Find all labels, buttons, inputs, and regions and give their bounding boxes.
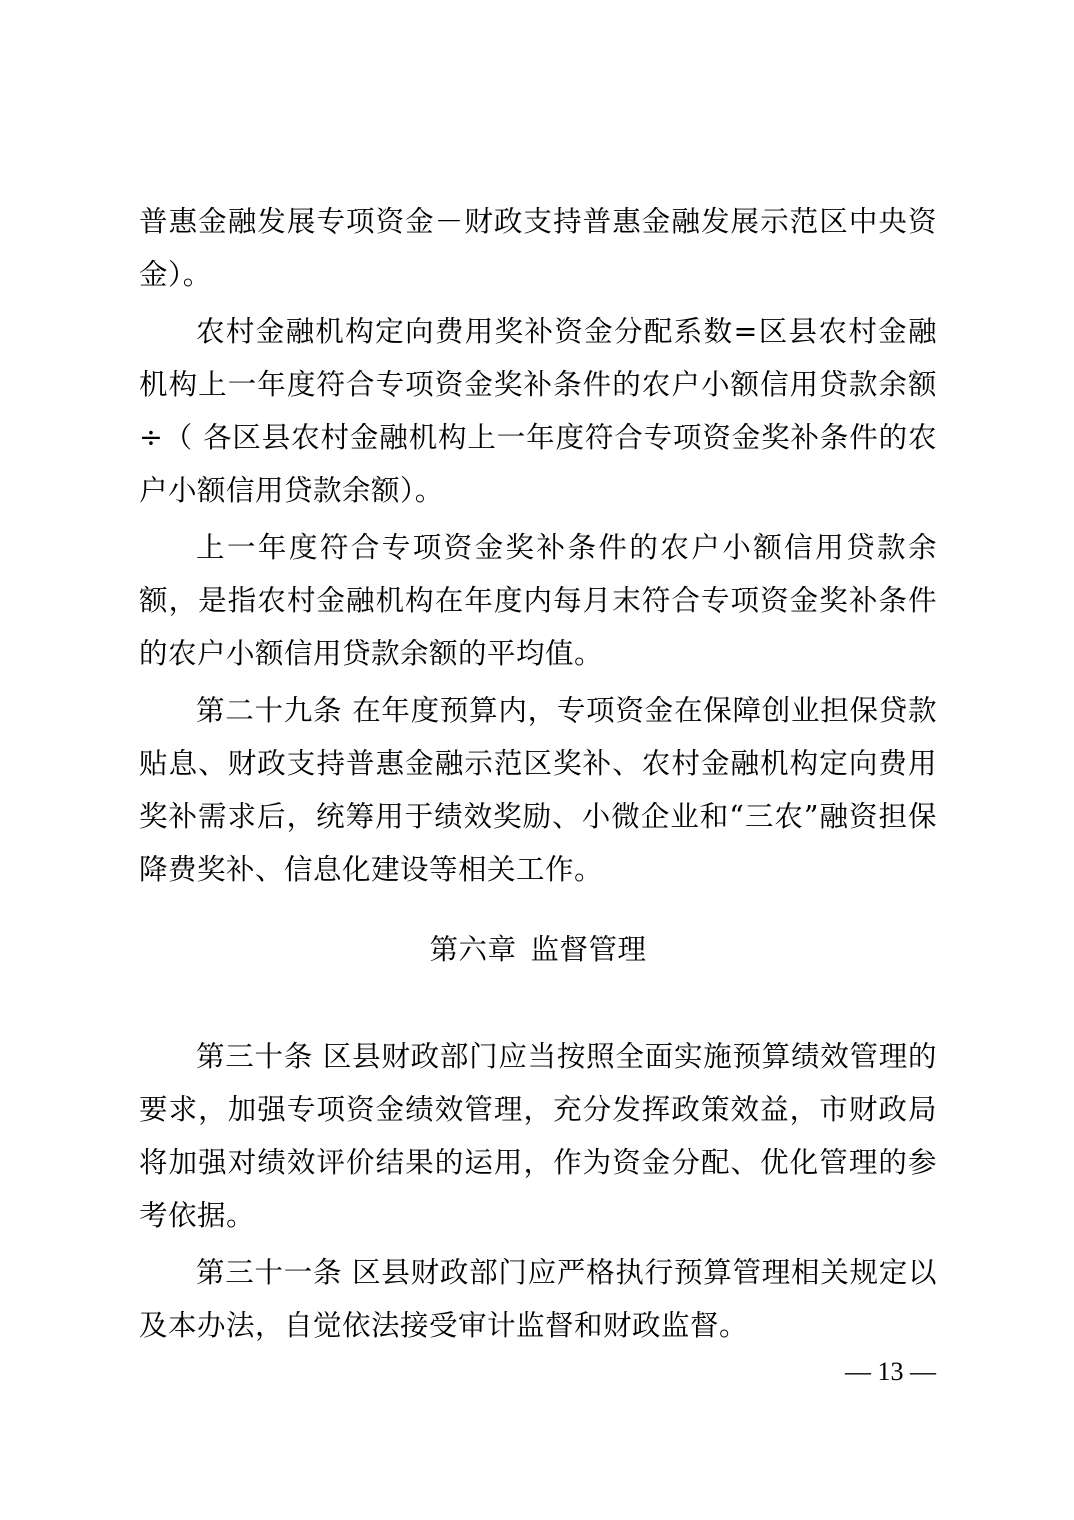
paragraph-article-30: 第三十条 区县财政部门应当按照全面实施预算绩效管理的要求，加强专项资金绩效管理，充分发挥政策效益，市财政局将加强对绩效评价结果的运用，作为资金分配、优化管理的参考依据。: [139, 1040, 937, 1232]
paragraph-loan-balance-definition: 上一年度符合专项资金奖补条件的农户小额信用贷款余额，是指农村金融机构在年度内每月末符合专项资金奖补条件的农户小额信用贷款余额的平均值。: [139, 531, 937, 670]
chapter-number: 第六章: [429, 933, 517, 966]
paragraph-article-31: 第三十一条 区县财政部门应严格执行预算管理相关规定以及本办法，自觉依法接受审计监督和财政监督。: [139, 1256, 937, 1342]
body-section-2: [139, 1030, 937, 1352]
body-section-1: [139, 195, 937, 896]
paragraph-allocation-coefficient: 农村金融机构定向费用奖补资金分配系数=区县农村金融机构上一年度符合专项资金奖补条件的农户小额信用贷款余额÷（ 各区县农村金融机构上一年度符合专项资金奖补条件的农户小额信用贷款余额）。: [139, 315, 937, 507]
chapter-heading: [139, 923, 937, 976]
page-number: — 13 —: [845, 1357, 936, 1386]
paragraph-article-29: 第二十九条 在年度预算内，专项资金在保障创业担保贷款贴息、财政支持普惠金融示范区奖补、农村金融机构定向费用奖补需求后，统筹用于绩效奖励、小微企业和“三农”融资担保降费奖补、信息化建设等相关工作。: [139, 694, 937, 886]
chapter-title: 监督管理: [530, 933, 647, 966]
paragraph-continuation: 普惠金融发展专项资金－财政支持普惠金融发展示范区中央资金）。: [139, 205, 937, 291]
